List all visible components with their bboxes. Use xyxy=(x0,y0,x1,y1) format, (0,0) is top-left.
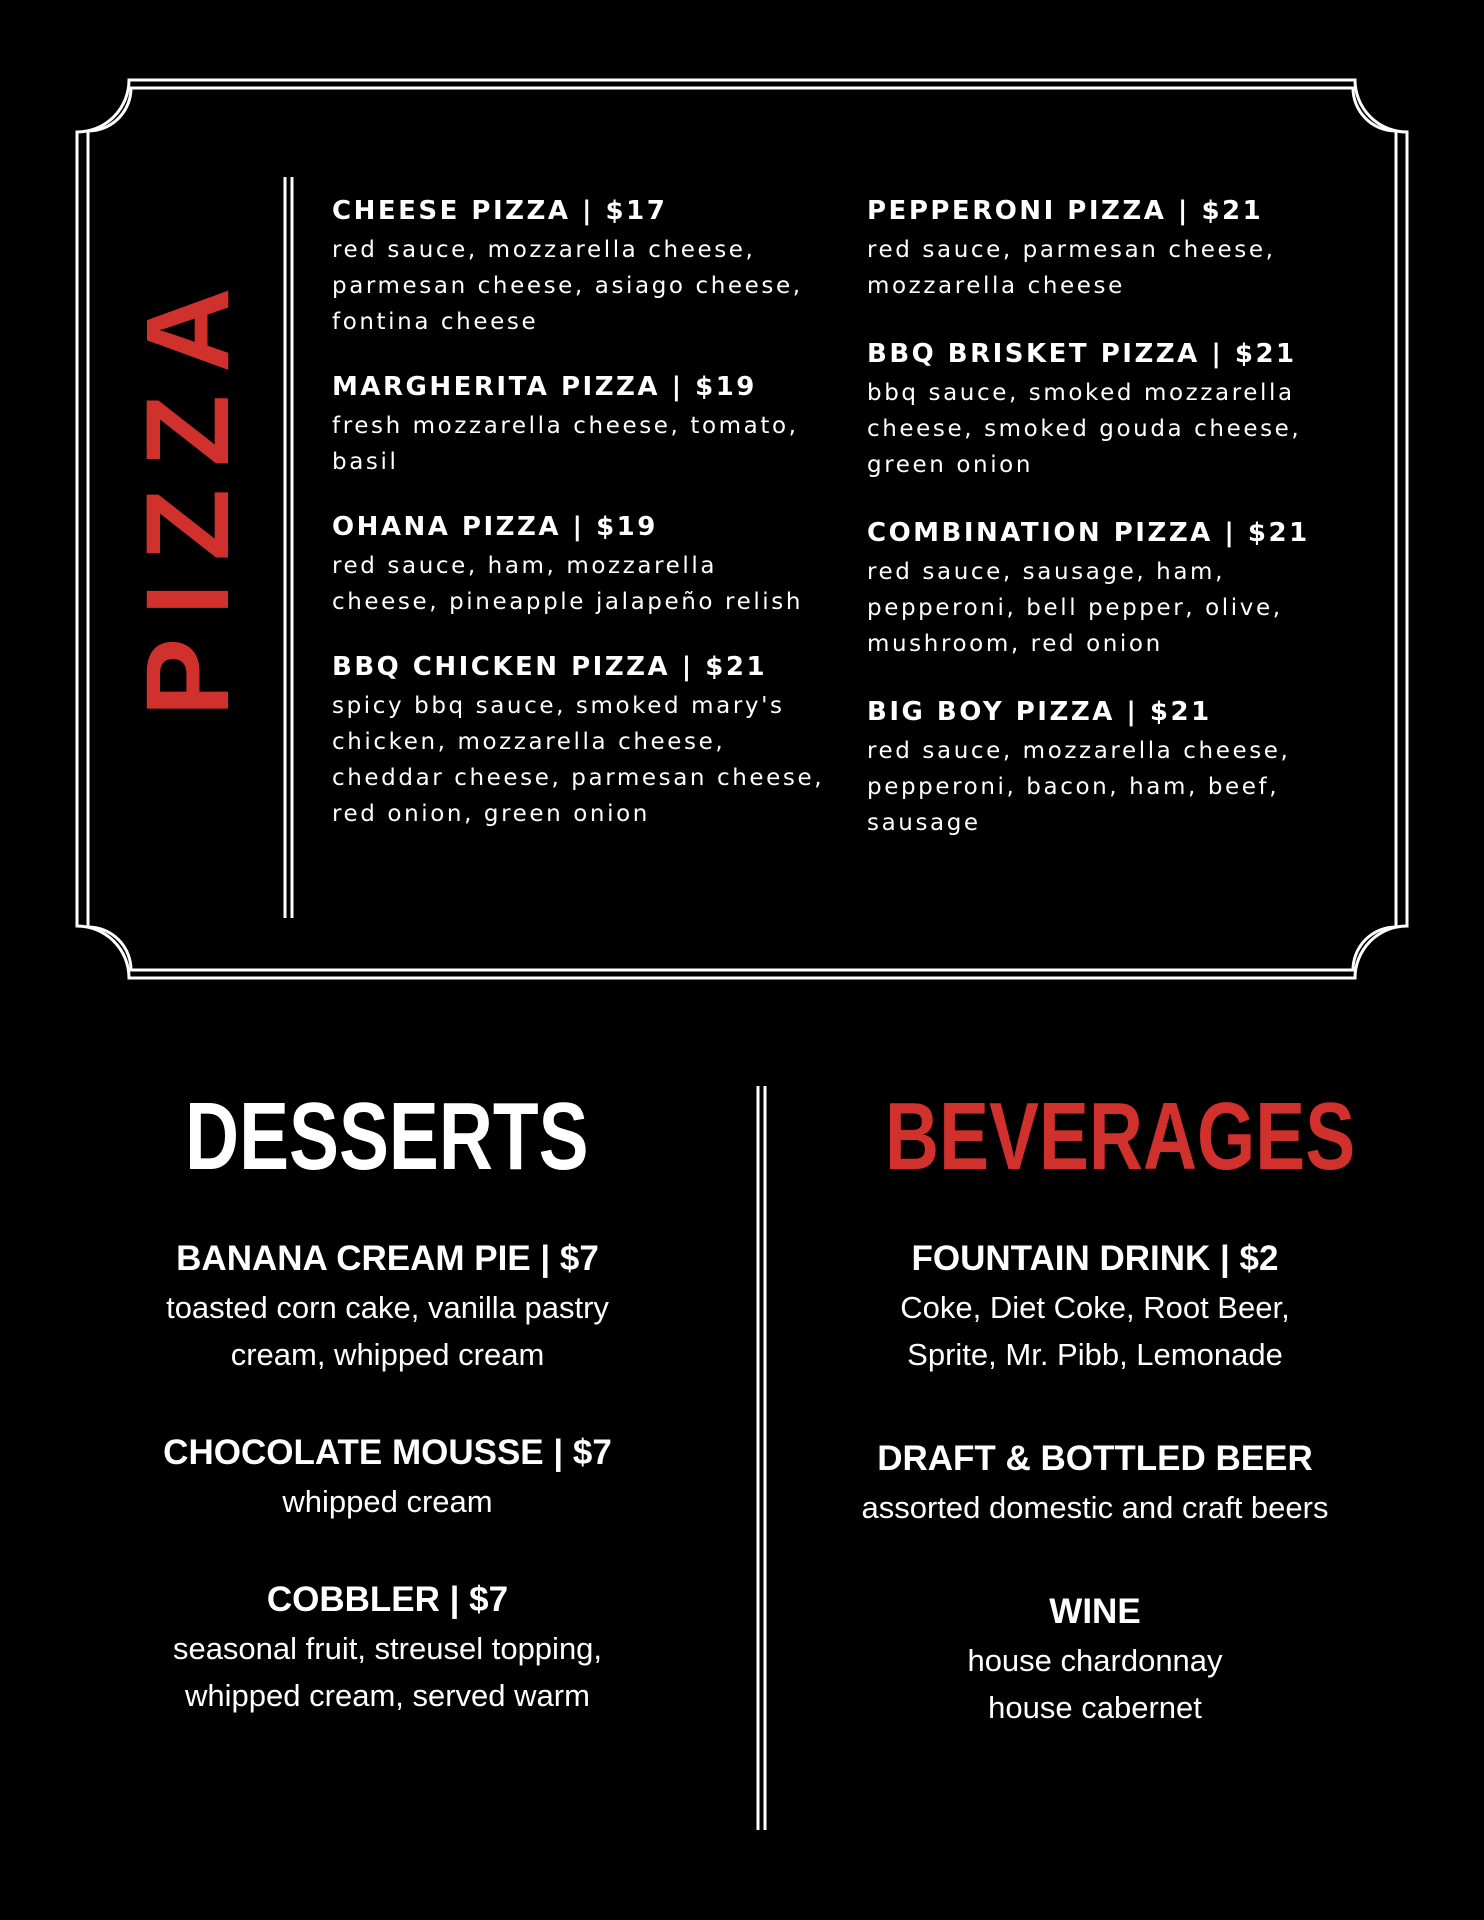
item-description-line: cheese, smoked gouda cheese, xyxy=(867,416,1302,442)
item-description-line: fontina cheese xyxy=(332,309,539,335)
menu-item xyxy=(800,1234,1390,1378)
item-description-line: Sprite, Mr. Pibb, Lemonade xyxy=(907,1337,1283,1372)
beverages-section-title: BEVERAGES xyxy=(885,1083,1356,1190)
item-description-line: spicy bbq sauce, smoked mary's xyxy=(332,693,785,719)
item-name: FOUNTAIN DRINK | $2 xyxy=(911,1239,1279,1278)
menu-item xyxy=(332,506,842,620)
menu-item xyxy=(332,190,842,340)
beverages-list xyxy=(800,1234,1390,1787)
item-name: BANANA CREAM PIE | $7 xyxy=(176,1239,599,1278)
item-name: MARGHERITA PIZZA | $19 xyxy=(332,372,757,402)
item-description-line: red sauce, mozzarella cheese, xyxy=(867,738,1291,764)
desserts-list xyxy=(110,1234,665,1769)
item-description-line: mushroom, red onion xyxy=(867,631,1163,657)
item-description-line: mozzarella cheese xyxy=(867,273,1125,299)
menu-item xyxy=(332,646,842,832)
item-name: CHOCOLATE MOUSSE | $7 xyxy=(163,1433,612,1472)
menu-item xyxy=(332,366,842,480)
item-name: BBQ CHICKEN PIZZA | $21 xyxy=(332,652,768,682)
item-description-line: cream, whipped cream xyxy=(230,1337,545,1372)
item-description-line: cheddar cheese, parmesan cheese, xyxy=(332,765,825,791)
pizza-section-title: PIZZA xyxy=(122,265,254,717)
item-description-line: red sauce, ham, mozzarella xyxy=(332,553,718,579)
menu-item xyxy=(110,1575,665,1719)
item-name: WINE xyxy=(1049,1592,1141,1631)
item-name: CHEESE PIZZA | $17 xyxy=(332,196,668,226)
item-name: BBQ BRISKET PIZZA | $21 xyxy=(867,339,1297,369)
desserts-section-title: DESSERTS xyxy=(185,1083,589,1190)
item-description-line: whipped cream, served warm xyxy=(185,1678,590,1713)
menu-item xyxy=(800,1434,1390,1531)
item-description-line: sausage xyxy=(867,810,981,836)
item-name: DRAFT & BOTTLED BEER xyxy=(877,1439,1313,1478)
pizza-column-left xyxy=(332,190,842,858)
menu-item xyxy=(800,1587,1390,1731)
item-description-line: bbq sauce, smoked mozzarella xyxy=(867,380,1295,406)
item-description-line: seasonal fruit, streusel topping, xyxy=(172,1631,603,1666)
menu-item xyxy=(867,512,1377,662)
item-description-line: pepperoni, bell pepper, olive, xyxy=(867,595,1283,621)
item-description-line: pepperoni, bacon, ham, beef, xyxy=(867,774,1280,800)
item-description-line: assorted domestic and craft beers xyxy=(861,1490,1329,1525)
menu-item xyxy=(867,190,1377,304)
item-description-line: red onion, green onion xyxy=(332,801,650,827)
pizza-column-right xyxy=(867,190,1377,870)
menu-item xyxy=(867,691,1377,841)
item-description-line: toasted corn cake, vanilla pastry xyxy=(166,1290,609,1325)
item-description-line: basil xyxy=(332,449,399,475)
item-name: COMBINATION PIZZA | $21 xyxy=(867,518,1310,548)
item-description-line: whipped cream xyxy=(282,1484,493,1519)
item-description-line: Coke, Diet Coke, Root Beer, xyxy=(900,1290,1290,1325)
item-description-line: red sauce, parmesan cheese, xyxy=(867,237,1276,263)
item-description-line: parmesan cheese, asiago cheese, xyxy=(332,273,803,299)
item-description-line: red sauce, mozzarella cheese, xyxy=(332,237,756,263)
item-description-line: chicken, mozzarella cheese, xyxy=(332,729,726,755)
item-description-line: fresh mozzarella cheese, tomato, xyxy=(332,413,799,439)
item-name: OHANA PIZZA | $19 xyxy=(332,512,658,542)
item-name: PEPPERONI PIZZA | $21 xyxy=(867,196,1264,226)
menu-item xyxy=(110,1428,665,1525)
item-description-line: house cabernet xyxy=(988,1690,1202,1725)
item-description-line: cheese, pineapple jalapeño relish xyxy=(332,589,804,615)
menu-item xyxy=(110,1234,665,1378)
item-description-line: green onion xyxy=(867,452,1034,478)
item-name: BIG BOY PIZZA | $21 xyxy=(867,697,1212,727)
item-description-line: house chardonnay xyxy=(967,1643,1223,1678)
menu-item xyxy=(867,333,1377,483)
item-name: COBBLER | $7 xyxy=(266,1580,509,1619)
item-description-line: red sauce, sausage, ham, xyxy=(867,559,1225,585)
